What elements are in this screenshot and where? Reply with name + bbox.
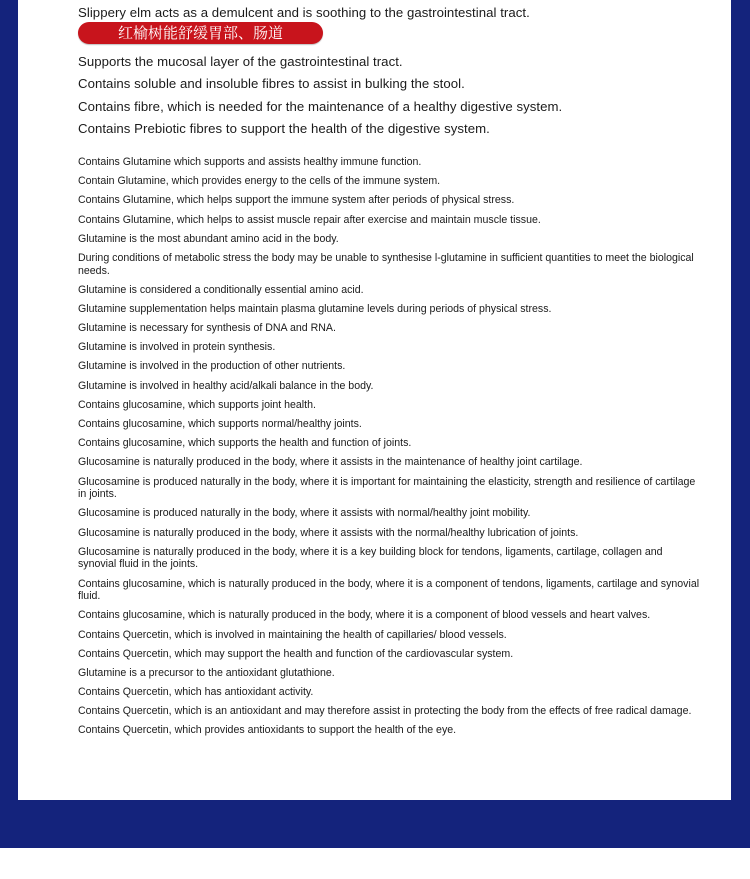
list-item: Contains Glutamine, which helps support the immune system after periods of physical stress.: [78, 194, 515, 207]
list-item: Contains Quercetin, which may support the health and function of the cardiovascular system.: [78, 647, 514, 660]
list-item: Glucosamine is naturally produced in the body, where it is a key building block for tendons, ligaments, cartilage, collagen and synovial fluid in the joints.: [78, 545, 663, 571]
large-line-2: Contains soluble and insoluble fibres to assist in bulking the stool.: [78, 76, 465, 91]
list-item: Contains Glutamine, which helps to assist muscle repair after exercise and maintain muscle tissue.: [78, 213, 541, 226]
list-item: Contains glucosamine, which is naturally produced in the body, where it is a component of tendons, ligaments, cartilage and synovial fluid.: [78, 577, 700, 603]
list-item: Contains glucosamine, which is naturally produced in the body, where it is a component of blood vessels and heart valves.: [78, 609, 651, 622]
list-item: Glutamine is considered a conditionally essential amino acid.: [78, 283, 364, 296]
list-item: Glutamine is necessary for synthesis of DNA and RNA.: [78, 322, 336, 335]
list-item: Glutamine is involved in protein synthesis.: [78, 341, 276, 354]
list-item: Glucosamine is naturally produced in the body, where it assists in the maintenance of healthy joint cartilage.: [78, 456, 583, 469]
list-item: Contain Glutamine, which provides energy to the cells of the immune system.: [78, 175, 441, 188]
list-item: Glucosamine is produced naturally in the body, where it assists with normal/healthy joint mobility.: [78, 507, 531, 520]
list-item: Contains glucosamine, which supports the health and function of joints.: [78, 437, 412, 450]
list-item: Glucosamine is produced naturally in the body, where it is important for maintaining the elasticity, strength and resilience of cartilage in joints.: [78, 475, 696, 501]
list-item: Glutamine is the most abundant amino acid in the body.: [78, 232, 339, 245]
claims-list: [78, 156, 703, 744]
list-item: Glutamine is involved in healthy acid/alkali balance in the body.: [78, 379, 374, 392]
large-line-3: Contains fibre, which is needed for the maintenance of a healthy digestive system.: [78, 99, 563, 114]
list-item: Contains glucosamine, which supports joint health.: [78, 398, 316, 411]
list-item: Glutamine supplementation helps maintain plasma glutamine levels during periods of physical stress.: [78, 302, 552, 315]
chinese-banner: 红榆树能舒缓胃部、肠道: [78, 22, 323, 44]
list-item: Glucosamine is naturally produced in the body, where it assists with the normal/healthy lubrication of joints.: [78, 526, 579, 539]
large-line-4: Contains Prebiotic fibres to support the health of the digestive system.: [78, 121, 490, 136]
large-line-1: Supports the mucosal layer of the gastrointestinal tract.: [78, 54, 403, 69]
intro-line: Slippery elm acts as a demulcent and is soothing to the gastrointestinal tract.: [78, 5, 530, 20]
list-item: Contains Quercetin, which is an antioxidant and may therefore assist in protecting the body from the effects of free radical damage.: [78, 705, 692, 718]
list-item: Contains Quercetin, which is involved in maintaining the health of capillaries/ blood vessels.: [78, 628, 507, 641]
list-item: During conditions of metabolic stress the body may be unable to synthesise l-glutamine in sufficient quantities to meet the biological needs.: [78, 251, 694, 277]
content-panel: [18, 0, 731, 800]
list-item: Glutamine is a precursor to the antioxidant glutathione.: [78, 666, 335, 679]
list-item: Contains glucosamine, which supports normal/healthy joints.: [78, 418, 362, 431]
list-item: Contains Glutamine which supports and assists healthy immune function.: [78, 156, 422, 168]
list-item: Contains Quercetin, which provides antioxidants to support the health of the eye.: [78, 724, 457, 737]
list-item: Glutamine is involved in the production of other nutrients.: [78, 360, 346, 373]
list-item: Contains Quercetin, which has antioxidant activity.: [78, 686, 314, 699]
